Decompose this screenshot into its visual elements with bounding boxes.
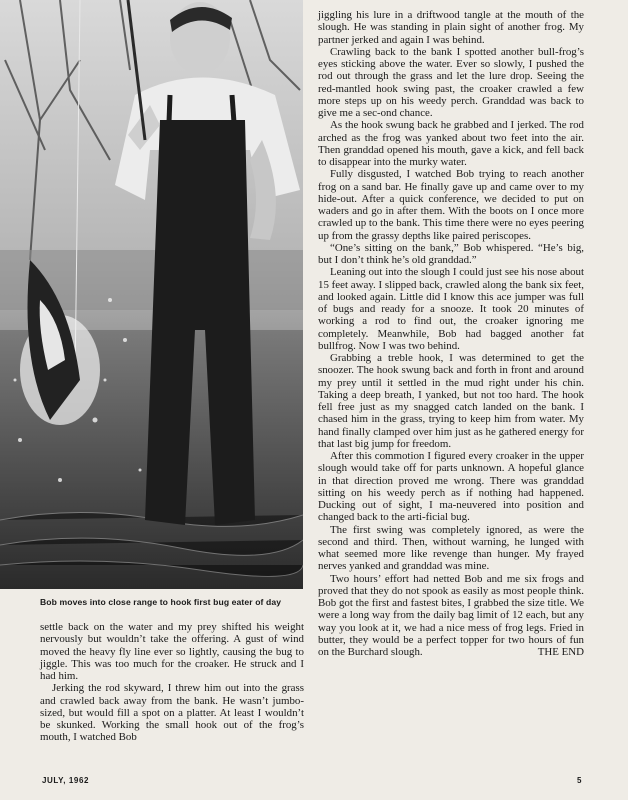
paragraph: Grabbing a treble hook, I was determined to get the snoozer. The hook swung back and forth in front and around my prey until it settled in the mud right under his chin. Taking a deep breath, I yanked, but not too hard. The hook fell free just as my snagged catch landed on the bank. I chased him in the grass, trying to keep him from water. My hand finally clamped over him just as he gathered energy for that last big jump for freedom. — [318, 352, 584, 450]
page-number: 5 — [577, 776, 583, 785]
paragraph: As the hook swung back he grabbed and I jerked. The rod arched as the frog was yanked about two feet into the air. Then granddad opened his mouth, gave a kick, and fell back to disappear into the murky water. — [318, 119, 584, 168]
paragraph: Jerking the rod skyward, I threw him out into the grass and crawled back away from the bank. He wasn’t jumbo-sized, but would fill a spot on a platter. At least I wouldn’t be skunked. Working the small hook out of the frog’s mouth, I watched Bob — [40, 682, 304, 744]
paragraph: The first swing was completely ignored, as were the second and third. Then, without warning, he lunged with what seemed more like revenge than hunger. My frayed nerves yanked and granddad was mine. — [318, 523, 584, 573]
paragraph: “One’s sitting on the bank,” Bob whispered. “He’s big, but I don’t think he’s old granddad.” — [318, 241, 584, 266]
paragraph: Fully disgusted, I watched Bob trying to reach another frog on a sand bar. He finally gave up and came over to my hide-out. After a quick conference, we decided to put on waders and go in after them. With the boots on I once more crawled up to the bank. This time there were no eyes peering up from the grassy depths like paired periscopes. — [318, 168, 584, 242]
article-column-left — [40, 621, 304, 744]
the-end-marker: THE END — [537, 646, 584, 658]
footer-date: JULY, 1962 — [42, 776, 90, 785]
photo-caption: Bob moves into close range to hook first bug eater of day — [40, 597, 282, 607]
paragraph: After this commotion I figured every croaker in the upper slough would take off for parts unknown. A hopeful glance in that direction proved me wrong. There was granddad sitting on his weedy perch as if nothing had happened. Ducking out of sight, I ma-neuvered into position and changed back to the arti-ficial bug. — [318, 450, 584, 524]
paragraph-final — [318, 573, 584, 659]
paragraph: settle back on the water and my prey shifted his weight nervously but wouldn’t take the offering. A gust of wind moved the heavy fly line ever so lightly, causing the bug to jiggle. This was too much for the croaker. He struck and I had him. — [40, 621, 304, 682]
paragraph: Crawling back to the bank I spotted another bull-frog’s eyes sticking above the water. Ever so slowly, I pushed the rod out through the grass and let the lure drop. Seeing the red-mantled hook swing past, the croaker crawled a few more steps up on his weedy perch. Granddad was back to give me a sec-ond chance. — [318, 45, 584, 119]
paragraph: Leaning out into the slough I could just see his nose about 15 feet away. I slipped back, crawled along the bank six feet, and looked again. Little did I know this ace jumper was full of bugs and ready for a snooze. It took 20 minutes of working a rod to find out, the croaker ignoring me completely. Meanwhile, Bob had bagged another fat bullfrog. Now I was two behind. — [318, 266, 584, 352]
paragraph: jiggling his lure in a driftwood tangle at the mouth of the slough. He was standing in plain sight of another frog. My partner jerked and again I was behind. — [318, 9, 584, 46]
fisherman-photo — [0, 0, 303, 589]
article-column-right — [318, 9, 584, 658]
paragraph-text: Two hours’ effort had netted Bob and me six frogs and proved that they do not spook as easily as most people think. Bob got the first and fastest bites, I grabbed the size title. We were a long way from the daily bag limit of 12 each, but any way you look at it, we had a nice mess of frog legs. Fried in butter, they would be a perfect topper for two hours of fun on the Burchard slough. — [318, 572, 584, 658]
photo-illustration — [0, 0, 303, 589]
